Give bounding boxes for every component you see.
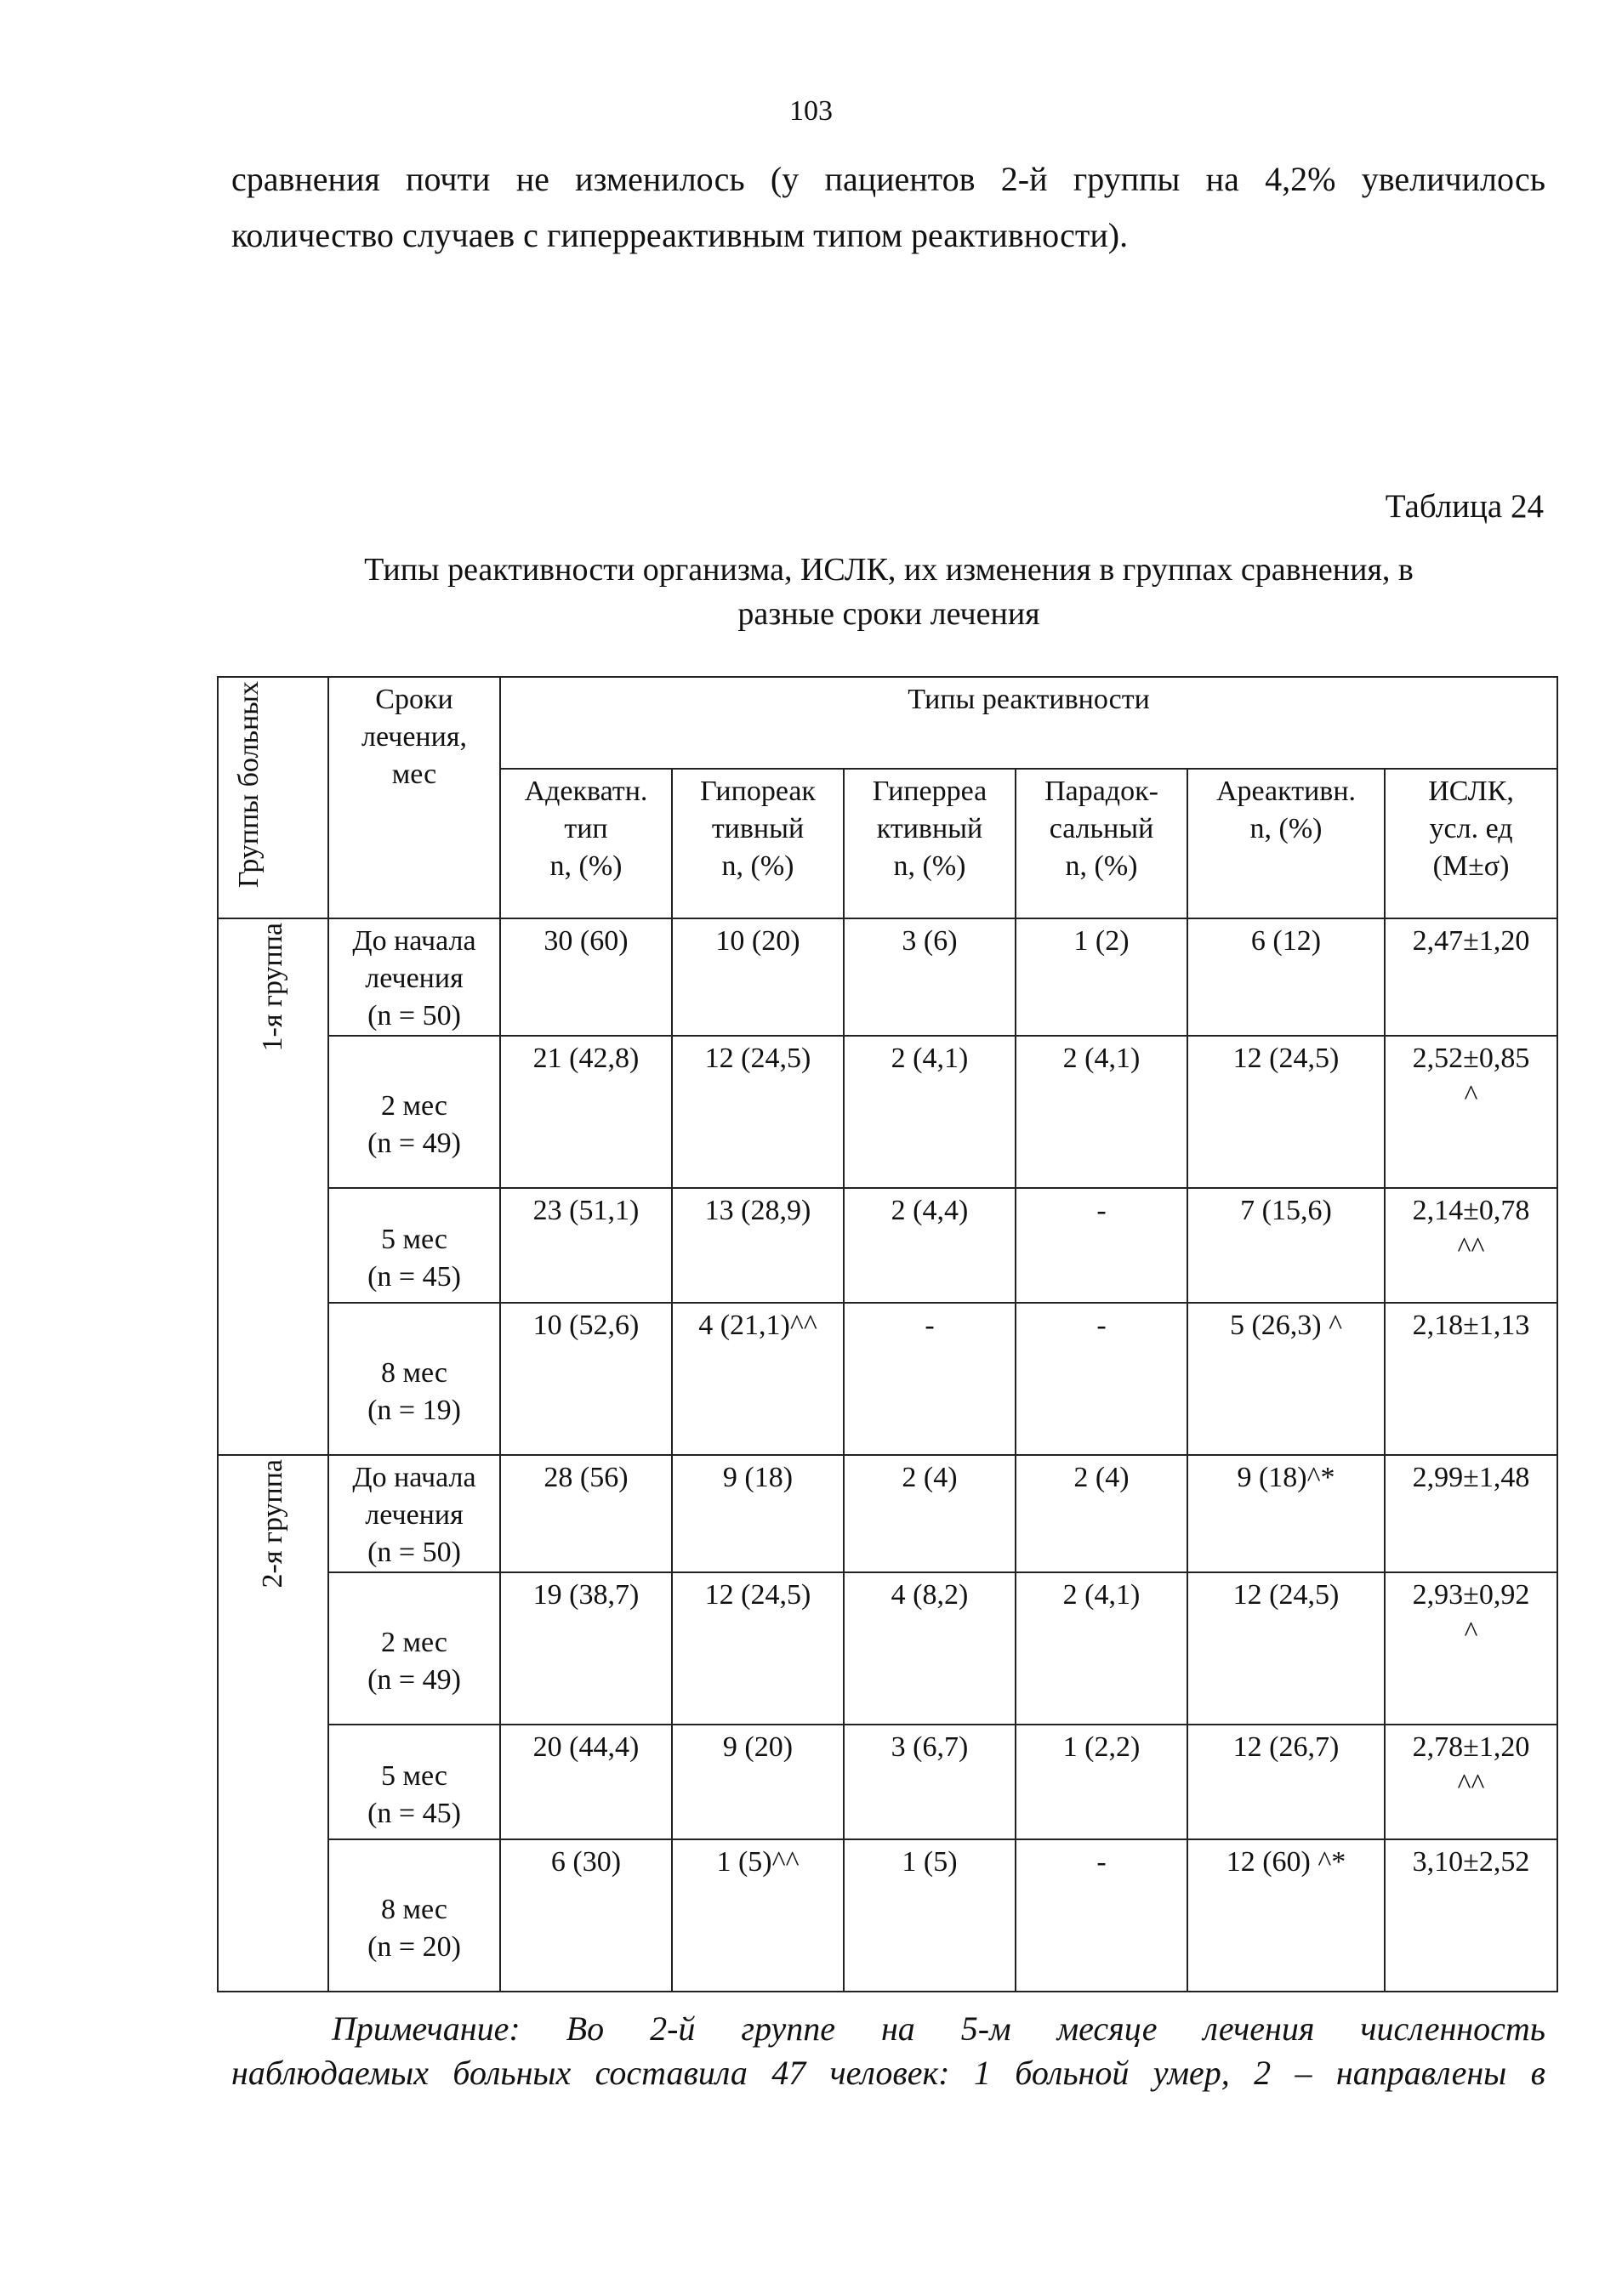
table-row: [218, 1455, 1557, 1572]
islk-cell: [1385, 1303, 1557, 1455]
term-line: (n = 19): [367, 1394, 461, 1426]
column-header-line: n, (%): [721, 850, 794, 882]
column-header: [1187, 769, 1385, 918]
term-line: лечения: [365, 963, 464, 994]
value-cell: 10 (20): [672, 918, 844, 1036]
table-row: [218, 1725, 1557, 1839]
column-header-line: Парадок-: [1044, 776, 1158, 807]
column-header: [500, 769, 672, 918]
islk-line: ^: [1464, 1080, 1478, 1111]
column-header-line: тивный: [711, 813, 805, 844]
islk-line: ^: [1464, 1617, 1478, 1648]
table-title-line: Типы реактивности организма, ИСЛК, их изменения в группах сравнения, в: [364, 552, 1414, 588]
value-cell: 9 (18): [672, 1455, 844, 1572]
column-header: [844, 769, 1016, 918]
islk-cell: [1385, 1839, 1557, 1992]
header-types: Типы реактивности: [500, 677, 1557, 769]
value-cell: 2 (4): [1016, 1455, 1187, 1572]
value-cell: -: [1016, 1839, 1187, 1992]
header-groups-label: Группы больных: [233, 681, 265, 889]
value-cell: 3 (6): [844, 918, 1016, 1036]
group-label: 1-я группа: [257, 923, 288, 1052]
term-line: 8 мес: [380, 1356, 448, 1389]
table-row: [218, 1188, 1557, 1303]
value-cell: 1 (5)^^: [672, 1839, 844, 1992]
value-cell: 12 (24,5): [672, 1572, 844, 1725]
value-cell: 12 (24,5): [1187, 1036, 1385, 1188]
term-line: 2 мес: [380, 1626, 448, 1658]
term-line: лечения: [365, 1499, 464, 1531]
term-cell: [328, 1188, 500, 1303]
term-line: До начала: [352, 925, 476, 957]
value-cell: 30 (60): [500, 918, 672, 1036]
table-note: [231, 2007, 1545, 2095]
islk-line: 2,78±1,20: [1412, 1731, 1530, 1763]
islk-line: 2,99±1,48: [1412, 1462, 1530, 1493]
value-cell: 5 (26,3) ^: [1187, 1303, 1385, 1455]
value-cell: 6 (12): [1187, 918, 1385, 1036]
value-cell: 2 (4,1): [1016, 1036, 1187, 1188]
term-line: (n = 20): [367, 1930, 461, 1963]
value-cell: 12 (24,5): [672, 1036, 844, 1188]
header-terms-line: лечения,: [361, 721, 467, 753]
value-cell: 1 (2,2): [1016, 1725, 1187, 1839]
term-line: 5 мес: [380, 1759, 448, 1792]
term-line: (n = 45): [367, 1797, 461, 1829]
column-header: [1385, 769, 1557, 918]
term-line: (n = 50): [367, 1000, 461, 1031]
header-row: [218, 677, 1557, 769]
value-cell: 1 (2): [1016, 918, 1187, 1036]
value-cell: 9 (20): [672, 1725, 844, 1839]
column-header: [672, 769, 844, 918]
column-header: [1016, 769, 1187, 918]
value-cell: 12 (26,7): [1187, 1725, 1385, 1839]
islk-line: 2,14±0,78: [1412, 1195, 1530, 1226]
column-header-line: усл. ед: [1429, 813, 1513, 844]
value-cell: 9 (18)^*: [1187, 1455, 1385, 1572]
term-cell: [328, 1036, 500, 1188]
islk-line: ^^: [1457, 1232, 1485, 1264]
term-line: 2 мес: [380, 1089, 448, 1122]
column-header-line: Ареактивн.: [1215, 776, 1357, 807]
value-cell: 1 (5): [844, 1839, 1016, 1992]
header-groups: [218, 677, 328, 918]
value-cell: 3 (6,7): [844, 1725, 1016, 1839]
column-header-line: Гипореак: [700, 776, 816, 807]
term-line: До начала: [352, 1462, 476, 1493]
term-cell: [328, 1572, 500, 1725]
header-terms-line: Сроки: [375, 684, 453, 715]
term-line: (n = 50): [367, 1537, 461, 1568]
reactivity-table: [217, 676, 1558, 1992]
islk-line: 2,52±0,85: [1412, 1043, 1530, 1074]
value-cell: 20 (44,4): [500, 1725, 672, 1839]
value-cell: 2 (4,1): [1016, 1572, 1187, 1725]
islk-line: ^^: [1457, 1769, 1485, 1800]
header-terms: [328, 677, 500, 918]
column-header-line: Гиперреа: [872, 776, 987, 807]
paragraph-line: сравнения почти не изменилось (у пациентов 2-й группы на 4,2% увеличилось: [231, 160, 1545, 198]
islk-line: 3,10±2,52: [1412, 1846, 1530, 1878]
value-cell: 2 (4,1): [844, 1036, 1016, 1188]
paragraph-line: количество случаев с гиперреактивным типом реактивности).: [231, 216, 1129, 254]
islk-cell: [1385, 1455, 1557, 1572]
group-label: 2-я группа: [257, 1459, 288, 1588]
column-header-line: n, (%): [549, 850, 623, 882]
column-header-line: n, (%): [1065, 850, 1138, 882]
column-header-line: (M±σ): [1432, 850, 1510, 882]
term-line: 5 мес: [380, 1223, 448, 1255]
page-number: 103: [789, 95, 833, 127]
table-row: [218, 918, 1557, 1036]
value-cell: 19 (38,7): [500, 1572, 672, 1725]
column-header-line: n, (%): [1249, 813, 1323, 844]
value-cell: 21 (42,8): [500, 1036, 672, 1188]
value-cell: 10 (52,6): [500, 1303, 672, 1455]
islk-line: 2,93±0,92: [1412, 1579, 1530, 1611]
value-cell: -: [1016, 1303, 1187, 1455]
term-cell: [328, 1303, 500, 1455]
islk-cell: [1385, 1188, 1557, 1303]
table-row: [218, 1303, 1557, 1455]
term-cell: [328, 1455, 500, 1572]
table-label: Таблица 24: [1385, 488, 1544, 525]
table-title-line: разные сроки лечения: [737, 596, 1040, 632]
term-line: (n = 49): [367, 1663, 461, 1696]
value-cell: 28 (56): [500, 1455, 672, 1572]
value-cell: -: [1016, 1188, 1187, 1303]
islk-line: 2,18±1,13: [1412, 1310, 1530, 1341]
table-row: [218, 1036, 1557, 1188]
column-header-line: тип: [564, 813, 608, 844]
column-header-line: ИСЛК,: [1428, 776, 1514, 807]
value-cell: 4 (8,2): [844, 1572, 1016, 1725]
column-header-line: сальный: [1049, 813, 1154, 844]
header-terms-line: мес: [391, 759, 437, 790]
islk-cell: [1385, 1572, 1557, 1725]
term-line: (n = 49): [367, 1127, 461, 1159]
group-label-cell: [218, 1455, 328, 1992]
value-cell: 2 (4): [844, 1455, 1016, 1572]
table-title: [213, 548, 1565, 636]
table-row: [218, 1839, 1557, 1992]
group-label-cell: [218, 918, 328, 1455]
islk-cell: [1385, 1036, 1557, 1188]
value-cell: 7 (15,6): [1187, 1188, 1385, 1303]
value-cell: 4 (21,1)^^: [672, 1303, 844, 1455]
term-cell: [328, 1839, 500, 1992]
term-line: 8 мес: [380, 1893, 448, 1925]
term-cell: [328, 918, 500, 1036]
value-cell: 12 (24,5): [1187, 1572, 1385, 1725]
term-line: (n = 45): [367, 1260, 461, 1293]
note-line: Примечание: Во 2-й группе на 5-м месяце лечения численность: [332, 2009, 1545, 2048]
note-line: наблюдаемых больных составила 47 человек: 1 больной умер, 2 – направлены в: [231, 2054, 1545, 2092]
value-cell: 13 (28,9): [672, 1188, 844, 1303]
column-header-line: ктивный: [876, 813, 983, 844]
value-cell: 2 (4,4): [844, 1188, 1016, 1303]
islk-line: 2,47±1,20: [1412, 925, 1530, 957]
value-cell: -: [844, 1303, 1016, 1455]
value-cell: 12 (60) ^*: [1187, 1839, 1385, 1992]
value-cell: 6 (30): [500, 1839, 672, 1992]
term-cell: [328, 1725, 500, 1839]
islk-cell: [1385, 1725, 1557, 1839]
table-row: [218, 1572, 1557, 1725]
islk-cell: [1385, 918, 1557, 1036]
column-header-line: Адекватн.: [524, 776, 648, 807]
value-cell: 23 (51,1): [500, 1188, 672, 1303]
column-header-line: n, (%): [893, 850, 966, 882]
body-paragraph: [231, 151, 1545, 264]
